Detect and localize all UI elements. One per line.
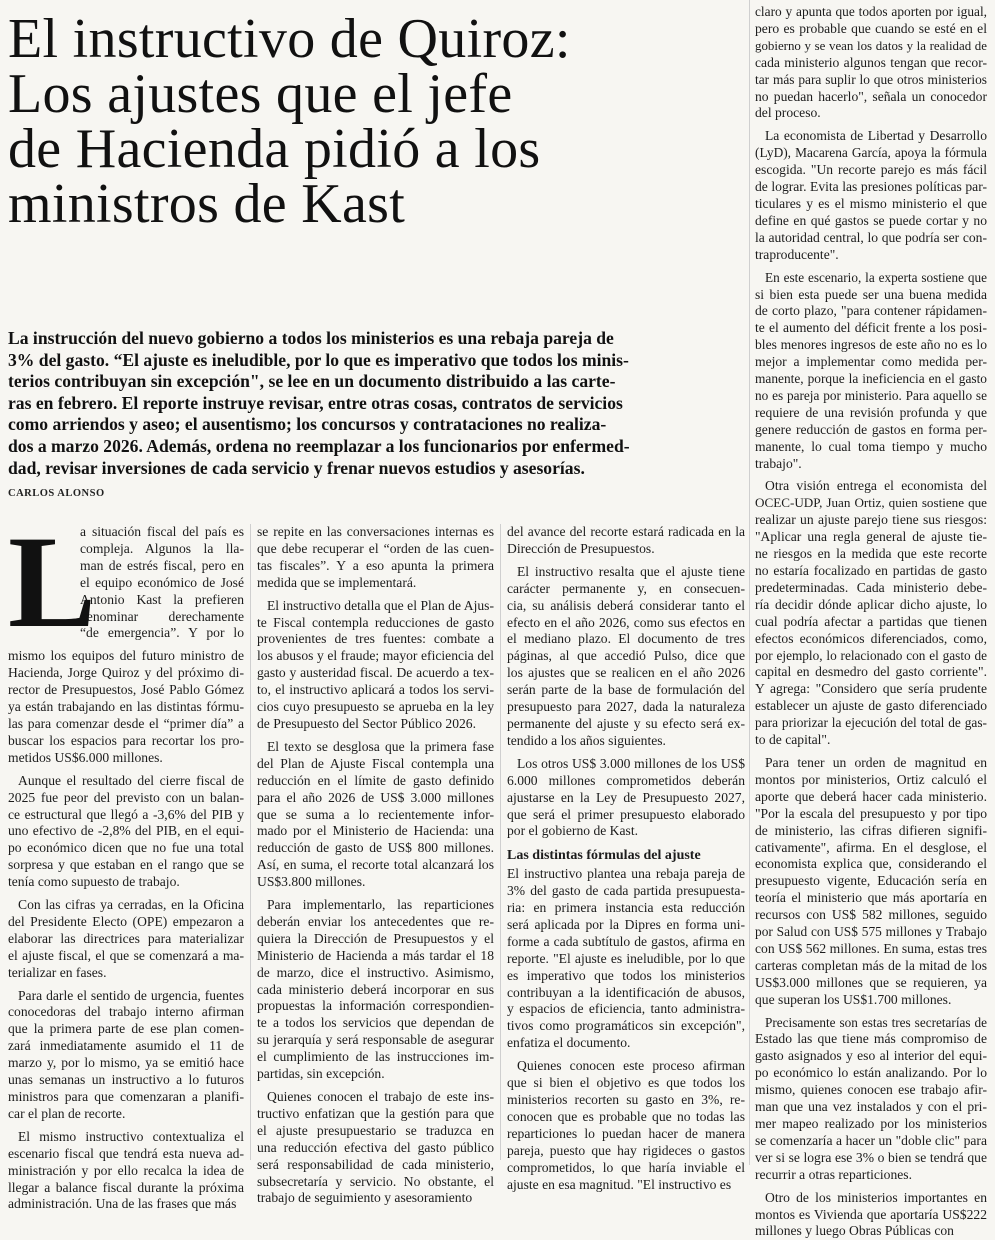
text-line: será aplicada por la Dipres en forma uni-: [507, 916, 745, 932]
text-line: elaborar las directrices para materializar: [8, 930, 244, 946]
text-line: conocedoras del trabajo interno afirman: [8, 1004, 244, 1020]
text-line: claro y apunta que todos aporten por igual,: [755, 4, 987, 19]
paragraph: [507, 564, 745, 750]
text-line: El texto se desglosa que la primera fase: [267, 738, 494, 754]
text-line: se comenzaría a hacer un "doble clic" para: [755, 1132, 987, 1148]
text-line: se repite en las conversaciones internas es: [257, 524, 494, 539]
text-line: man que una vez instalados y con el pri-: [755, 1099, 987, 1115]
text-line: del proceso.: [755, 105, 821, 121]
paragraph: [257, 1089, 494, 1207]
text-line: tar más para suplir lo que otros ministerios: [755, 71, 987, 87]
text-line: El mismo instructivo contextualiza el: [18, 1128, 244, 1144]
text-line: recurrir a otras reparticiones.: [755, 1166, 912, 1182]
article-column-2: [257, 524, 494, 1206]
text-line: cada ministerio algunos tengan que recor-: [755, 54, 987, 70]
text-line: buscar los espacios para recortar los pro-: [8, 732, 244, 748]
text-line: carteras completan más de la mitad de los: [755, 957, 987, 973]
text-line: manente, porque la ineficiencia en el gasto: [755, 371, 987, 387]
text-line: si bien esta puede ser una buena medida: [755, 286, 987, 302]
text-line: tructivo enfatizan que la gestión para que: [257, 1105, 494, 1121]
text-line: de Presupuesto del Sector Público 2026.: [257, 715, 476, 731]
text-line: trabajo".: [755, 455, 802, 471]
text-line: las para comenzar desde el “primer día” a: [8, 715, 244, 731]
text-line: el equipo económico de José: [80, 574, 244, 590]
text-line: trabajo de seguimiento y asesoramiento: [257, 1190, 473, 1206]
text-line: En este escenario, la experta sostiene que: [765, 269, 987, 285]
text-line: establecer un ajuste de gasto diferenciado: [755, 698, 987, 714]
column-rule: [250, 524, 251, 1160]
text-line: reducción de gasto de US$ 800 millones.: [257, 840, 494, 856]
text-line: llegar a balance fiscal durante la próxima: [8, 1179, 244, 1195]
text-line: subsecretaría y servicio. No obstante, el: [257, 1173, 494, 1189]
text-line: El instructivo detalla que el Plan de Ajus-: [267, 597, 494, 613]
text-line: contribuyan a la identificación de abusos,: [507, 984, 745, 1000]
text-line: páginas, al que accedió Pulso, dice que: [507, 648, 745, 664]
text-line: ver si se logra ese 3% o bien se tendrá que: [755, 1149, 987, 1165]
text-line: manente, lo cual toma tiempo y mucho: [755, 438, 987, 454]
text-line: que la primera parte de ese plan comen-: [8, 1021, 244, 1037]
text-line: rector de Presupuestos, José Pablo Gómez: [8, 682, 244, 698]
text-line: "Aplicar una regla general de ajuste tie-: [755, 529, 987, 545]
text-line: no es pareja por ministerio. Para aquello se: [755, 387, 987, 403]
text-line: del avance del recorte estará radicada en la: [507, 524, 745, 539]
text-line: traproducente".: [755, 246, 839, 262]
text-line: te Fiscal contempla reducciones de gasto: [257, 614, 494, 630]
text-line: 6.000 millones comprometidos deberán: [507, 772, 745, 788]
text-line: efectos económicos diferenciados, como,: [755, 630, 987, 646]
text-line: de marzo, dice el instructivo. Asimismo,: [257, 964, 494, 980]
text-line: US$3.000 millones que se requieren, ya: [755, 974, 987, 990]
text-line: del Presidente Electo (OPE) empezaron a: [8, 913, 244, 929]
text-line: millones y luego Obras Públicas con: [755, 1223, 954, 1239]
column-rule: [749, 0, 750, 1165]
headline: [8, 8, 728, 235]
text-line: 2025 fue peor del previsto con un balan-: [8, 789, 244, 805]
text-line: el ajuste fiscal, el que se comenzará a ma-: [8, 947, 244, 963]
text-line: predeterminadas. Cada ministerio debe-: [755, 579, 987, 595]
paragraph: [8, 988, 244, 1123]
paragraph: [257, 897, 494, 1083]
text-line: reporte. "El ajuste es ineludible, por lo que: [507, 950, 745, 966]
column-rule: [500, 524, 501, 1160]
text-line: montos es Vivienda que aportaría US$222: [755, 1206, 987, 1222]
text-line: ría decidir dónde aplicar dicho ajuste, lo: [755, 596, 987, 612]
text-line: ministerios recorten su gasto en 3%, re-: [507, 1092, 745, 1107]
text-line: "Por la escala del presupuesto y por tipo: [755, 805, 987, 821]
paragraph: [755, 478, 987, 749]
text-line: po económico dicen que no fue una total: [8, 840, 244, 856]
text-line: el ajuste presupuestario se traduzca en: [257, 1122, 494, 1138]
text-line: realizar un ajuste parejo tiene sus riesgos:: [755, 512, 987, 528]
text-line: gasto y austeridad fiscal. De acuerdo a tex-: [257, 665, 494, 681]
text-line: partidas, sin excepción.: [257, 1066, 385, 1082]
paragraph: [257, 524, 494, 592]
text-line: que si bien el objetivo es que todos los: [507, 1075, 745, 1091]
text-line: ajuste en esa magnitud. "El instructivo es: [507, 1176, 732, 1192]
lead-line: dad, revisar inversiones de cada servicio y frenar nuevos estudios y asesorías.: [8, 457, 585, 478]
text-line: mismo, quienes conocen ese trabajo afir-: [755, 1082, 987, 1098]
text-line: compleja. Algunos la lla-: [80, 540, 244, 556]
text-line: con US$ 562 millones. En suma, estas tres: [755, 940, 987, 956]
text-line: no puedan hacerlo", señala un conocedor: [755, 88, 987, 104]
text-line: Hacienda, Jorge Quiroz y del próximo di-: [8, 665, 244, 681]
text-line: Otro de los ministerios importantes en: [765, 1189, 987, 1205]
text-line: carácter permanente y, en consecuen-: [507, 580, 745, 596]
paragraph: [755, 755, 987, 1009]
text-line: terializar en fases.: [8, 964, 107, 980]
text-line: Estado las que tiene más compromiso de: [755, 1031, 987, 1047]
text-line: pero es probable que cuando se esté en el: [755, 20, 987, 36]
text-line: mer mapeo realizado por los ministerios: [755, 1116, 987, 1131]
text-line: (LyD), Macarena García, apoya la fórmula: [755, 145, 987, 161]
text-line: genere reducción de gastos en forma per-: [755, 421, 987, 437]
byline: CARLOS ALONSO: [8, 488, 105, 499]
text-line: Así, en suma, el recorte total alcanzará los: [257, 857, 494, 873]
text-line: tendido a los años siguientes.: [507, 732, 666, 748]
text-line: El instructivo plantea una rebaja pareja de: [507, 866, 745, 882]
text-line: te a todos los servicios que dependan de: [257, 1015, 494, 1031]
text-line: comprometidos, lo que haría inviable el: [507, 1159, 745, 1175]
text-line: el cumplimiento de las instrucciones im-: [257, 1049, 494, 1065]
article-column-3: [507, 524, 745, 1192]
paragraph: [507, 756, 745, 841]
text-line: marzo y, por lo mismo, ya se emitió hace: [8, 1055, 244, 1071]
text-line: presupuesto para 2027, dada la naturaleza: [507, 699, 745, 715]
text-line: Otra visión entrega el economista del: [765, 478, 987, 494]
paragraph: [507, 866, 745, 1052]
text-line: escogida. "Un recorte parejo es más fácil: [755, 162, 987, 178]
text-line: provenientes de tres fuentes: combate a: [257, 631, 494, 647]
text-line: denominar derechamente: [80, 608, 244, 624]
text-line: que debe recuperar el “orden de las cuen-: [257, 540, 494, 556]
text-line: y espacios de eficiencia, tanto administra-: [507, 1001, 745, 1017]
lead-line: como arriendos y aseo; el ausentismo; los concursos y contrataciones no realiza-: [8, 414, 607, 435]
text-line: reducción en el límite de gasto definido: [257, 772, 494, 788]
text-line: tas fiscales”. Y a eso apunta la primera: [257, 557, 494, 573]
text-line: Dirección de Presupuestos.: [507, 540, 655, 556]
article-column-4: [755, 4, 987, 1239]
lead-line: terios contribuyan sin excepción", se lee en un documento distribuido a las carte-: [8, 371, 616, 392]
text-line: bles menores ingresos de este año no es lo: [755, 337, 987, 353]
headline-line: Los ajustes que el jefe: [8, 63, 513, 125]
text-line: mado por el Ministerio de Hacienda: una: [257, 823, 494, 839]
text-line: cativamente", afirma. En el desglose, el: [755, 839, 987, 855]
text-line: zará inmediatamente asumido el 11 de: [8, 1038, 244, 1054]
lead-line: La instrucción del nuevo gobierno a todos los ministerios es una rebaja pareja de: [8, 328, 614, 348]
headline-line: El instructivo de Quiroz:: [8, 8, 571, 70]
text-line: no estaría focalizado en partidas de gasto: [755, 563, 987, 578]
article-column-1: [8, 508, 244, 1212]
text-line: que se suma a lo recientemente infor-: [257, 806, 494, 822]
text-line: unas semanas un instructivo a lo futuros: [8, 1072, 244, 1088]
text-line: gobierno y se vean los datos y la realidad de: [755, 37, 987, 53]
text-line: a situación fiscal del país es: [80, 524, 244, 539]
text-line: administración. Una de las frases que más: [8, 1196, 237, 1212]
text-line: permanente del ajuste y su efecto será ex-: [507, 715, 745, 731]
text-line: ministros para que comenzaran a planifi-: [8, 1089, 244, 1104]
text-line: sorpresa y que estaban en el rango que se: [8, 857, 244, 873]
text-line: Quienes conocen el trabajo de este ins-: [267, 1089, 494, 1104]
text-line: es imperativo que todos los ministerios: [507, 967, 745, 983]
text-line: medida que se implementará.: [257, 574, 417, 590]
text-line: mejor a implementar como medida per-: [755, 354, 987, 370]
text-line: OCEC-UDP, Juan Ortiz, quien sostiene que: [755, 495, 987, 511]
text-line: tenía como supuesto de trabajo.: [8, 874, 180, 890]
text-line: pareja, puesto que hay rigideces o gastos: [507, 1142, 745, 1158]
paragraph: [8, 773, 244, 891]
text-line: po económico lo están analizando. Por lo: [755, 1065, 987, 1081]
text-line: define en qué gastos se puede cortar y no: [755, 212, 987, 228]
text-line: “de emergencia”. Y por lo: [80, 625, 244, 641]
text-line: US$3.800 millones.: [257, 874, 366, 890]
paragraph: [755, 270, 987, 473]
text-line: cios cuyo presupuesto se aprueba en la ley: [257, 699, 494, 715]
text-line: quiera la Dirección de Presupuestos y el: [257, 930, 494, 946]
text-line: to de capital".: [755, 732, 831, 748]
lead-line: dos a marzo 2026. Además, ordena no reemplazar a los funcionarios por enfermed-: [8, 435, 630, 456]
text-line: su jerarquía y será responsable de asegurar: [257, 1032, 494, 1048]
text-line: del Plan de Ajuste Fiscal contempla una: [257, 755, 494, 771]
text-line: de lograr. Evita las presiones políticas par-: [755, 179, 987, 195]
text-line: efecto en el año 2026, como sus efectos en: [507, 614, 745, 630]
paragraph: [755, 1190, 987, 1240]
text-line: que superan los US$1.700 millones.: [755, 991, 952, 1007]
text-line: requiere de una revisión profunda y que: [755, 404, 987, 420]
text-line: presupuesto vigente, Educación sería en: [755, 873, 987, 889]
paragraph: [8, 648, 244, 766]
text-line: metidos US$6.000 millones.: [8, 749, 163, 765]
text-line: capital en desmedro del gasto corriente".: [755, 664, 987, 680]
text-line: ce estructural que llegó a -3,6% del PIB y: [8, 806, 244, 822]
text-line: cada ministerio deberá incorporar en sus: [257, 981, 494, 997]
text-line: Para implementarlo, las reparticiones: [267, 897, 494, 913]
text-line: Precisamente son estas tres secretarías de: [765, 1014, 987, 1030]
headline-line: de Hacienda pidió a los: [8, 118, 541, 180]
text-line: teoría el ministerio que más aportaría en: [755, 890, 987, 906]
lead-paragraph: [8, 328, 733, 479]
text-line: tivos como programáticos sin excepción",: [507, 1018, 745, 1034]
text-line: El instructivo resalta que el ajuste tiene: [517, 563, 745, 579]
text-line: la autoridad central, lo que podría ser con-: [755, 229, 987, 245]
text-line: ticulares y es el mismo ministerio el que: [755, 195, 987, 211]
text-line: Y agrega: "Considero que sería prudente: [755, 681, 987, 697]
text-line: una reducción efectiva del gasto público: [257, 1139, 494, 1155]
text-line: uno efectivo de -2,8% del PIB, en el equi-: [8, 823, 244, 839]
text-line: por Salud con US$ 575 millones y Trabajo: [755, 924, 987, 940]
text-line: conocen que es probable que no todas las: [507, 1108, 745, 1124]
paragraph: [257, 739, 494, 891]
text-line: Antonio Kast la prefieren: [80, 591, 244, 607]
lead-line: 3% del gasto. “El ajuste es ineludible, por lo que es imperativo que todos los minis-: [8, 349, 629, 370]
text-line: cual podría afectar a partidas que tienen: [755, 613, 987, 629]
text-line: te el aumento del déficit frente a los posi-: [755, 320, 987, 336]
text-line: los abusos y el fraude; mayor eficiencia del: [257, 648, 494, 664]
text-line: Con las cifras ya cerradas, en la Oficina: [18, 897, 244, 913]
text-line: Para darle el sentido de urgencia, fuentes: [18, 987, 244, 1003]
text-line: ministración y por ello recalca la idea de: [8, 1162, 244, 1178]
paragraph: [8, 1129, 244, 1214]
text-line: ya están trabajando en las distintas fórmu-: [8, 699, 244, 715]
paragraph: [507, 524, 745, 558]
text-line: que será el primer presupuesto elaborado: [507, 806, 745, 822]
headline-line: ministros de Kast: [8, 173, 406, 235]
text-line: para priorizar la ejecución del total de gas-: [755, 715, 987, 731]
text-line: Los otros US$ 3.000 millones de los US$: [517, 755, 745, 771]
text-line: to, el instructivo aplicará a todos los servi-: [257, 682, 494, 698]
text-line: deberán enviar los antecedentes que re-: [257, 913, 494, 929]
text-line: serán parte de la base de formulación del: [507, 682, 745, 698]
lead-line: ras en febrero. El reporte instruye revisar, entre otras cosas, contratos de servicios: [8, 392, 623, 413]
text-line: mismo los equipos del futuro ministro de: [8, 648, 244, 664]
text-line: 3% del gasto de cada partida presupuesta-: [507, 883, 745, 899]
text-line: enfatiza el documento.: [507, 1035, 631, 1051]
text-line: para el año 2026 de US$ 3.000 millones: [257, 789, 494, 805]
text-line: car el plan de recorte.: [8, 1105, 126, 1121]
text-line: escenario fiscal que tendrá esta nueva ad-: [8, 1145, 244, 1161]
paragraph: [8, 897, 244, 982]
text-line: propuestas la información correspondien-: [257, 998, 494, 1014]
text-line: Quienes conocen este proceso afirman: [517, 1058, 745, 1074]
text-line: ria: en primera instancia esta reducción: [507, 900, 745, 916]
text-line: La economista de Libertad y Desarrollo: [765, 128, 987, 144]
text-line: los ajustes que se realicen en el año 2026: [507, 665, 745, 681]
paragraph: [755, 128, 987, 263]
text-line: forme a cada subtítulo de gastos, afirma en: [507, 933, 745, 949]
text-line: de ministerio, las cifras difieren signifi-: [755, 822, 987, 838]
section-subhead: Las distintas fórmulas del ajuste: [507, 848, 701, 864]
paragraph: [755, 4, 987, 122]
text-line: por ejemplo, lo relacionado con el gasto de: [755, 647, 987, 663]
text-line: recursos con US$ 582 millones, seguido: [755, 907, 987, 923]
drop-cap: L: [8, 508, 97, 655]
text-line: cia, su análisis deberá considerar tanto el: [507, 597, 745, 613]
paragraph: [257, 598, 494, 733]
text-line: será responsabilidad de cada ministerio,: [257, 1156, 494, 1172]
text-line: Para tener un orden de magnitud en: [765, 754, 987, 770]
text-line: man de estrés fiscal, pero en: [80, 557, 244, 573]
text-line: reparticiones lo puedan hacer de manera: [507, 1125, 745, 1141]
text-line: montos por ministerios, Ortiz calculó el: [755, 771, 987, 787]
text-line: economista explica que, considerando el: [755, 856, 987, 872]
text-line: Aunque el resultado del cierre fiscal de: [18, 772, 244, 788]
text-line: gasto asignados y eso al interior del equi-: [755, 1048, 987, 1064]
text-line: de corto plazo, "para contener rápidamen-: [755, 303, 987, 319]
text-line: ajustarse en la Ley de Presupuesto 2027,: [507, 789, 745, 805]
text-line: aporte que deberá hacer cada ministerio.: [755, 788, 987, 804]
paragraph: [755, 1015, 987, 1184]
paragraph: [507, 1058, 745, 1193]
text-line: Ministerio de Hacienda a más tardar el 18: [257, 947, 494, 963]
text-line: el mediano plazo. El documento de tres: [507, 631, 745, 647]
text-line: por el gobierno de Kast.: [507, 823, 638, 839]
text-line: ne riesgos en la medida que este recorte: [755, 546, 987, 562]
